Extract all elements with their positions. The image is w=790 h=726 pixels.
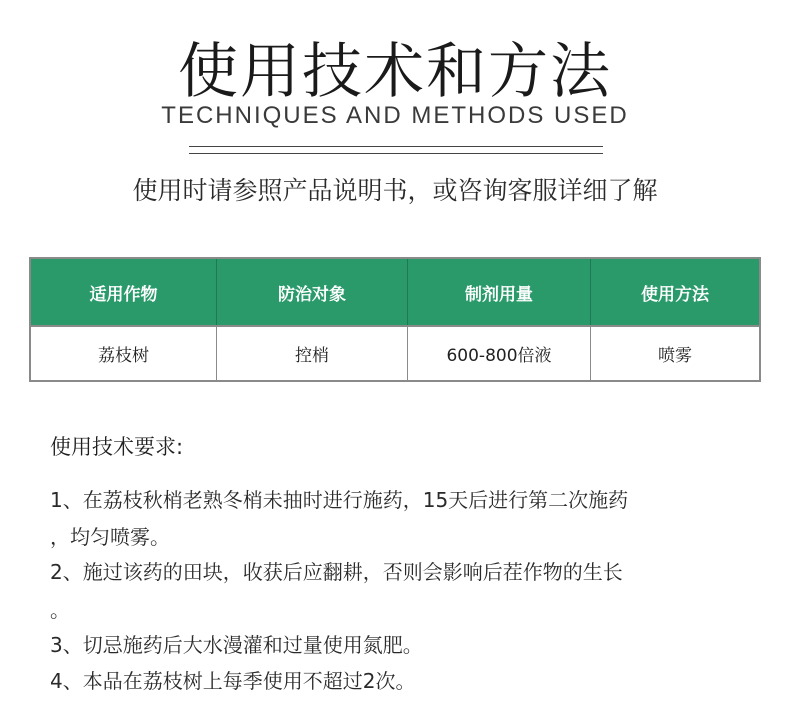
page-title: 使用技术和方法 — [178, 37, 612, 107]
requirements-heading: 使用技术要求: — [50, 435, 184, 459]
table-header-target: 防治对象 — [217, 259, 408, 326]
table-cell-crop: 荔枝树 — [31, 326, 217, 380]
table-header-method: 使用方法 — [591, 259, 760, 326]
table-header-dosage: 制剂用量 — [408, 259, 591, 326]
table-header-crop: 适用作物 — [31, 259, 217, 326]
table-cell-method: 喷雾 — [658, 346, 692, 366]
table-header-row — [31, 259, 759, 326]
divider-top — [189, 146, 603, 147]
requirement-line: ，均匀喷雾。 — [50, 525, 170, 549]
divider-bottom — [189, 153, 603, 154]
requirement-line: 2、施过该药的田块，收获后应翻耕，否则会影响后茬作物的生长 — [50, 560, 623, 584]
requirement-line: 1、在荔枝秋梢老熟冬梢未抽时进行施药，15天后进行第二次施药 — [50, 488, 629, 512]
page-subtitle: TECHNIQUES AND METHODS USED — [161, 102, 629, 129]
table-cell-dosage: 600-800倍液 — [408, 326, 591, 380]
usage-table — [29, 257, 761, 382]
requirement-line: 4、本品在荔枝树上每季使用不超过2次。 — [50, 669, 416, 693]
table-cell-target: 控梢 — [217, 326, 408, 380]
requirement-line: 3、切忌施药后大水漫灌和过量使用氮肥。 — [50, 633, 423, 657]
instruction-text: 使用时请参照产品说明书，或咨询客服详细了解 — [132, 176, 658, 205]
requirement-line: 。 — [50, 598, 70, 622]
table-row — [31, 326, 759, 380]
